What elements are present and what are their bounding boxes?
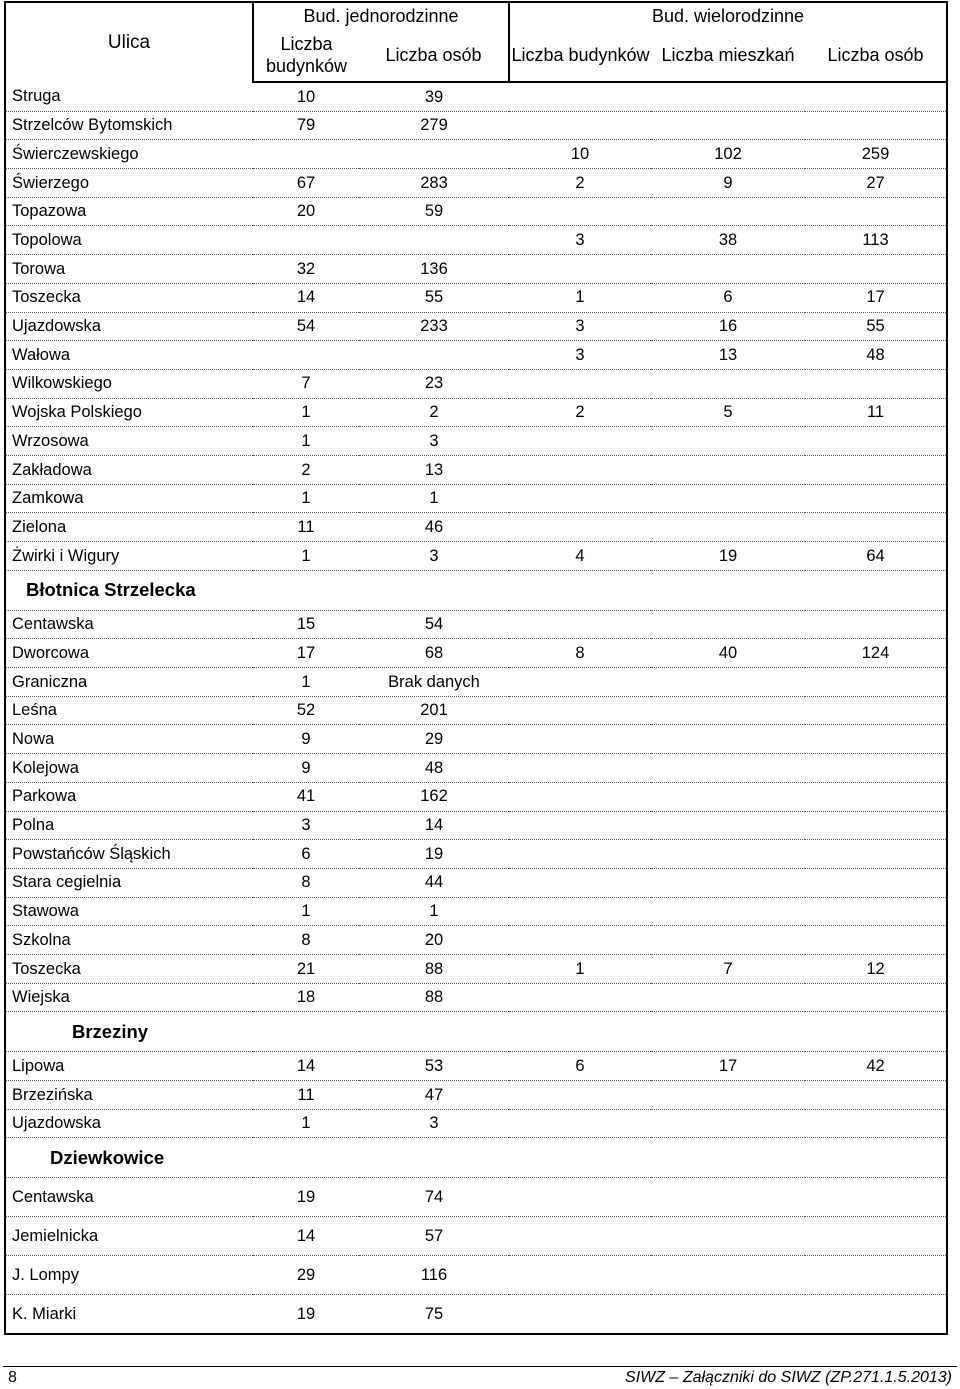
table-row [5, 725, 947, 754]
value-cell [805, 897, 947, 926]
value-cell: 233 [359, 312, 509, 341]
value-cell [651, 725, 805, 754]
value-cell [651, 255, 805, 284]
table-body [5, 82, 947, 1334]
value-cell [359, 140, 509, 169]
table-row [5, 754, 947, 783]
value-cell: 19 [651, 542, 805, 571]
value-cell [805, 868, 947, 897]
street-name: Toszecka [5, 954, 253, 983]
value-cell: 79 [253, 111, 359, 140]
value-cell [509, 1178, 651, 1217]
value-cell [805, 197, 947, 226]
streets-table [4, 1, 948, 1335]
value-cell: 5 [651, 398, 805, 427]
street-name: Parkowa [5, 782, 253, 811]
value-cell [651, 1217, 805, 1256]
value-cell: Brak danych [359, 668, 509, 697]
value-cell [651, 840, 805, 869]
header-liczba-osob-1: Liczba osób [359, 29, 509, 82]
value-cell [651, 513, 805, 542]
value-cell [509, 255, 651, 284]
section-header-row [5, 570, 947, 610]
street-name: Graniczna [5, 668, 253, 697]
value-cell: 54 [253, 312, 359, 341]
value-cell [805, 725, 947, 754]
value-cell [509, 696, 651, 725]
value-cell: 14 [253, 1217, 359, 1256]
value-cell [805, 1295, 947, 1335]
section-header-row [5, 1012, 947, 1052]
value-cell [651, 455, 805, 484]
table-row [5, 255, 947, 284]
value-cell: 162 [359, 782, 509, 811]
table-row [5, 610, 947, 639]
value-cell: 113 [805, 226, 947, 255]
street-name: Zielona [5, 513, 253, 542]
value-cell: 15 [253, 610, 359, 639]
value-cell [651, 427, 805, 456]
value-cell: 9 [253, 754, 359, 783]
value-cell [651, 484, 805, 513]
value-cell: 259 [805, 140, 947, 169]
value-cell: 1 [253, 1109, 359, 1138]
street-name: Brzezińska [5, 1081, 253, 1110]
value-cell [509, 754, 651, 783]
value-cell: 11 [253, 513, 359, 542]
value-cell: 32 [253, 255, 359, 284]
street-name: Świerzego [5, 169, 253, 198]
value-cell: 14 [253, 1052, 359, 1081]
street-name: Wałowa [5, 341, 253, 370]
value-cell: 7 [253, 369, 359, 398]
value-cell: 3 [359, 427, 509, 456]
table-row [5, 1081, 947, 1110]
table-row [5, 983, 947, 1012]
value-cell [509, 782, 651, 811]
value-cell [359, 226, 509, 255]
table-row [5, 1178, 947, 1217]
table-row [5, 868, 947, 897]
value-cell [509, 983, 651, 1012]
value-cell: 9 [253, 725, 359, 754]
table-row [5, 226, 947, 255]
street-name: Zakładowa [5, 455, 253, 484]
value-cell [509, 1109, 651, 1138]
street-name: Centawska [5, 1178, 253, 1217]
value-cell: 279 [359, 111, 509, 140]
value-cell [651, 668, 805, 697]
value-cell [651, 868, 805, 897]
value-cell [805, 1109, 947, 1138]
value-cell [651, 897, 805, 926]
value-cell: 47 [359, 1081, 509, 1110]
table-row [5, 1295, 947, 1335]
value-cell [651, 696, 805, 725]
value-cell: 53 [359, 1052, 509, 1081]
value-cell: 88 [359, 954, 509, 983]
street-name: Polna [5, 811, 253, 840]
value-cell [509, 868, 651, 897]
value-cell [509, 513, 651, 542]
value-cell: 4 [509, 542, 651, 571]
table-row [5, 811, 947, 840]
value-cell [359, 341, 509, 370]
header-liczba-budynkow-2: Liczba budynków [509, 29, 651, 82]
table-row [5, 1052, 947, 1081]
value-cell [509, 1217, 651, 1256]
value-cell [253, 341, 359, 370]
table-row [5, 513, 947, 542]
value-cell: 1 [253, 897, 359, 926]
value-cell: 52 [253, 696, 359, 725]
table-row [5, 1217, 947, 1256]
value-cell: 8 [509, 639, 651, 668]
value-cell: 3 [359, 542, 509, 571]
value-cell [805, 513, 947, 542]
street-name: Dworcowa [5, 639, 253, 668]
value-cell: 74 [359, 1178, 509, 1217]
value-cell: 55 [359, 283, 509, 312]
value-cell: 2 [359, 398, 509, 427]
street-name: Zamkowa [5, 484, 253, 513]
value-cell: 2 [253, 455, 359, 484]
value-cell [651, 610, 805, 639]
value-cell [651, 1081, 805, 1110]
value-cell: 9 [651, 169, 805, 198]
table-row [5, 696, 947, 725]
table-row [5, 897, 947, 926]
value-cell [805, 484, 947, 513]
value-cell [805, 983, 947, 1012]
value-cell: 17 [253, 639, 359, 668]
table-row [5, 1109, 947, 1138]
value-cell: 3 [253, 811, 359, 840]
value-cell: 64 [805, 542, 947, 571]
table-row [5, 341, 947, 370]
value-cell [509, 610, 651, 639]
street-name: Kolejowa [5, 754, 253, 783]
value-cell: 48 [359, 754, 509, 783]
value-cell: 21 [253, 954, 359, 983]
value-cell: 2 [509, 398, 651, 427]
value-cell: 23 [359, 369, 509, 398]
street-name: Struga [5, 82, 253, 111]
value-cell: 1 [359, 484, 509, 513]
value-cell: 20 [359, 926, 509, 955]
value-cell: 16 [651, 312, 805, 341]
value-cell [805, 754, 947, 783]
table-row [5, 484, 947, 513]
value-cell: 2 [509, 169, 651, 198]
value-cell [805, 1217, 947, 1256]
value-cell [509, 897, 651, 926]
value-cell [651, 82, 805, 111]
table-row [5, 782, 947, 811]
value-cell [253, 140, 359, 169]
value-cell: 3 [509, 341, 651, 370]
value-cell: 1 [253, 427, 359, 456]
value-cell [509, 811, 651, 840]
value-cell [509, 1295, 651, 1335]
value-cell: 124 [805, 639, 947, 668]
value-cell: 1 [509, 954, 651, 983]
value-cell [651, 1178, 805, 1217]
value-cell: 1 [509, 283, 651, 312]
value-cell: 55 [805, 312, 947, 341]
street-name: Stawowa [5, 897, 253, 926]
header-liczba-mieszkan: Liczba mieszkań [651, 29, 805, 82]
value-cell [651, 782, 805, 811]
table-row [5, 197, 947, 226]
value-cell [509, 197, 651, 226]
value-cell: 11 [805, 398, 947, 427]
value-cell [651, 1295, 805, 1335]
table-row [5, 169, 947, 198]
document-reference: SIWZ – Załączniki do SIWZ (ZP.271.1.5.2013) [625, 1369, 952, 1386]
value-cell: 3 [359, 1109, 509, 1138]
value-cell: 18 [253, 983, 359, 1012]
value-cell [509, 840, 651, 869]
value-cell [651, 926, 805, 955]
table-row [5, 926, 947, 955]
value-cell: 57 [359, 1217, 509, 1256]
street-name: Nowa [5, 725, 253, 754]
value-cell: 29 [359, 725, 509, 754]
value-cell: 1 [253, 398, 359, 427]
value-cell: 17 [651, 1052, 805, 1081]
value-cell: 201 [359, 696, 509, 725]
value-cell [651, 369, 805, 398]
table-row [5, 840, 947, 869]
value-cell: 8 [253, 926, 359, 955]
footer-divider [3, 1366, 957, 1367]
table-row [5, 283, 947, 312]
value-cell [651, 1109, 805, 1138]
street-name: Toszecka [5, 283, 253, 312]
value-cell [805, 111, 947, 140]
value-cell [805, 455, 947, 484]
street-name: Torowa [5, 255, 253, 284]
value-cell: 8 [253, 868, 359, 897]
street-name: Stara cegielnia [5, 868, 253, 897]
value-cell: 20 [253, 197, 359, 226]
street-name: Ujazdowska [5, 312, 253, 341]
value-cell: 102 [651, 140, 805, 169]
street-name: Centawska [5, 610, 253, 639]
value-cell [509, 369, 651, 398]
value-cell [805, 811, 947, 840]
value-cell [509, 427, 651, 456]
value-cell: 136 [359, 255, 509, 284]
value-cell: 42 [805, 1052, 947, 1081]
table-row [5, 82, 947, 111]
value-cell: 1 [253, 542, 359, 571]
value-cell [651, 811, 805, 840]
street-name: Ujazdowska [5, 1109, 253, 1138]
street-name: Szkolna [5, 926, 253, 955]
table-row [5, 140, 947, 169]
street-name: Strzelców Bytomskich [5, 111, 253, 140]
value-cell: 75 [359, 1295, 509, 1335]
header-liczba-osob-2: Liczba osób [805, 29, 947, 82]
header-liczba-budynkow-1: Liczba budynków [253, 29, 359, 82]
value-cell: 6 [509, 1052, 651, 1081]
street-name: Topolowa [5, 226, 253, 255]
street-name: Powstańców Śląskich [5, 840, 253, 869]
table-row [5, 668, 947, 697]
table-header [5, 2, 947, 82]
value-cell [805, 840, 947, 869]
table-row [5, 111, 947, 140]
value-cell: 12 [805, 954, 947, 983]
value-cell: 116 [359, 1256, 509, 1295]
street-name: Świerczewskiego [5, 140, 253, 169]
value-cell [805, 696, 947, 725]
table-row [5, 369, 947, 398]
value-cell: 1 [359, 897, 509, 926]
table-row [5, 639, 947, 668]
value-cell: 68 [359, 639, 509, 668]
table-row [5, 312, 947, 341]
value-cell: 88 [359, 983, 509, 1012]
value-cell [805, 369, 947, 398]
value-cell [805, 610, 947, 639]
street-name: Jemielnicka [5, 1217, 253, 1256]
table-row [5, 542, 947, 571]
value-cell [805, 255, 947, 284]
table-row [5, 1256, 947, 1295]
value-cell [509, 111, 651, 140]
value-cell: 11 [253, 1081, 359, 1110]
value-cell [651, 197, 805, 226]
header-bud-jednorodzinne: Bud. jednorodzinne [253, 2, 509, 29]
value-cell: 283 [359, 169, 509, 198]
value-cell: 40 [651, 639, 805, 668]
value-cell: 27 [805, 169, 947, 198]
value-cell [509, 725, 651, 754]
value-cell: 46 [359, 513, 509, 542]
value-cell: 29 [253, 1256, 359, 1295]
street-name: Leśna [5, 696, 253, 725]
value-cell: 48 [805, 341, 947, 370]
value-cell [805, 82, 947, 111]
value-cell: 13 [651, 341, 805, 370]
table-row [5, 398, 947, 427]
value-cell [509, 668, 651, 697]
value-cell [805, 427, 947, 456]
value-cell: 59 [359, 197, 509, 226]
value-cell: 41 [253, 782, 359, 811]
value-cell [509, 82, 651, 111]
value-cell: 6 [253, 840, 359, 869]
page-number: 8 [8, 1369, 17, 1386]
value-cell [805, 926, 947, 955]
table-row [5, 455, 947, 484]
value-cell: 67 [253, 169, 359, 198]
value-cell [651, 754, 805, 783]
street-name: Wiejska [5, 983, 253, 1012]
value-cell: 39 [359, 82, 509, 111]
value-cell: 44 [359, 868, 509, 897]
value-cell [651, 1256, 805, 1295]
value-cell [805, 1256, 947, 1295]
header-bud-wielorodzinne: Bud. wielorodzinne [509, 2, 947, 29]
value-cell: 17 [805, 283, 947, 312]
header-ulica: Ulica [5, 2, 253, 82]
value-cell: 3 [509, 312, 651, 341]
value-cell: 10 [253, 82, 359, 111]
value-cell: 1 [253, 484, 359, 513]
street-name: K. Miarki [5, 1295, 253, 1335]
street-name: Lipowa [5, 1052, 253, 1081]
value-cell [805, 782, 947, 811]
value-cell: 19 [253, 1178, 359, 1217]
table-row [5, 427, 947, 456]
value-cell [509, 1256, 651, 1295]
value-cell: 3 [509, 226, 651, 255]
value-cell: 14 [359, 811, 509, 840]
value-cell [651, 111, 805, 140]
street-name: Wilkowskiego [5, 369, 253, 398]
value-cell: 14 [253, 283, 359, 312]
section-title: Dziewkowice [50, 1146, 165, 1168]
value-cell [651, 983, 805, 1012]
street-name: Wojska Polskiego [5, 398, 253, 427]
street-name: Wrzosowa [5, 427, 253, 456]
value-cell [509, 1081, 651, 1110]
table-row [5, 954, 947, 983]
street-name: J. Lompy [5, 1256, 253, 1295]
value-cell [805, 668, 947, 697]
section-title: Błotnica Strzelecka [26, 578, 196, 600]
value-cell: 19 [253, 1295, 359, 1335]
value-cell: 19 [359, 840, 509, 869]
value-cell: 6 [651, 283, 805, 312]
value-cell: 13 [359, 455, 509, 484]
section-header-row [5, 1138, 947, 1178]
value-cell [509, 455, 651, 484]
value-cell [805, 1081, 947, 1110]
value-cell [805, 1178, 947, 1217]
value-cell [509, 926, 651, 955]
value-cell: 7 [651, 954, 805, 983]
street-name: Topazowa [5, 197, 253, 226]
value-cell [509, 484, 651, 513]
section-title: Brzeziny [72, 1020, 149, 1042]
value-cell: 38 [651, 226, 805, 255]
value-cell: 54 [359, 610, 509, 639]
value-cell: 10 [509, 140, 651, 169]
value-cell: 1 [253, 668, 359, 697]
street-name: Żwirki i Wigury [5, 542, 253, 571]
value-cell [253, 226, 359, 255]
